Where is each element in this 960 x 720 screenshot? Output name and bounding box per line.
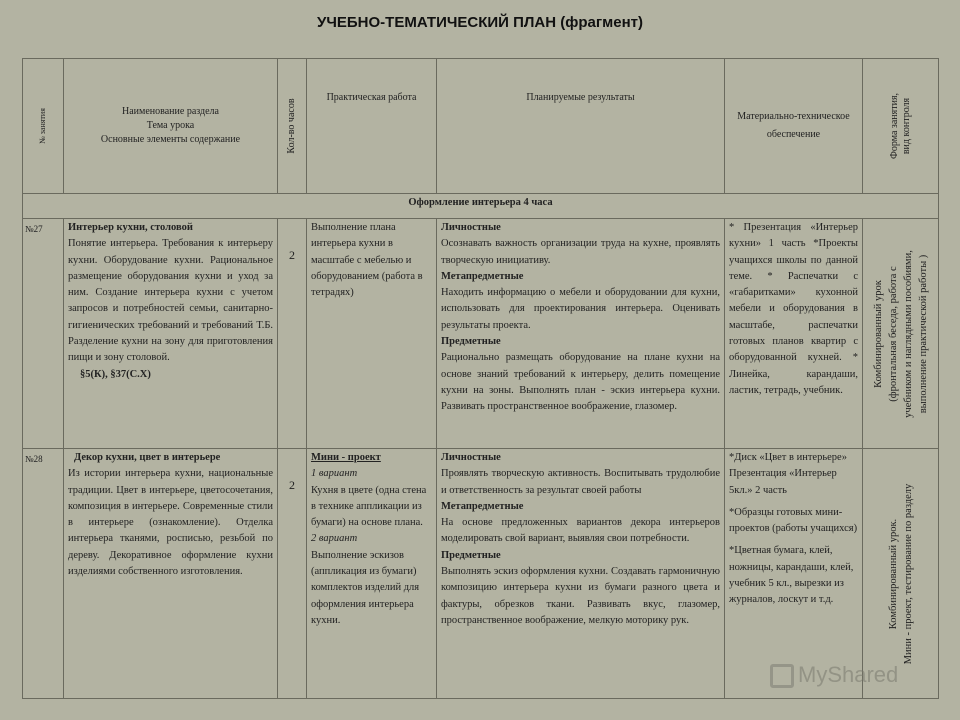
header-practice: Практическая работа (307, 59, 437, 194)
lesson-hours: 2 (278, 449, 307, 699)
lesson-practice: Мини - проект 1 вариант Кухня в цвете (одна стена в технике аппликации из бумаги) на основе плана. 2 вариант Выполнение эскизов (аппликация из бумаги) комплектов изделий для оформления интерьера кухни. (307, 449, 437, 699)
curriculum-table (22, 58, 939, 699)
section-row (23, 194, 939, 219)
lesson-results: Личностные Проявлять творческую активность. Воспитывать трудолюбие и ответственность за результат своей работы Метапредметные На основе предложенных вариантов декора интерьеров моделировать свой вариант, выявляя свои потребности. Предметные Выполнять эскиз оформления кухни. Создавать гармоничную композицию интерьера кухни из бумаги разного цвета и фактуры, обрезков ткани. Развивать вкус, глазомер, пространственное воображение, мелкую моторику рук. (437, 449, 725, 699)
lesson-equipment: *Диск «Цвет в интерьере» Презентация «Интерьер 5кл.» 2 часть *Образцы готовых мини-проектов (работы учащихся) *Цветная бумага, клей, ножницы, карандаши, клей, учебник 5 кл., вырезки из журналов, лоскут и т.д. (725, 449, 863, 699)
header-form: Форма занятия, вид контроля (863, 59, 939, 194)
table-header-row (23, 59, 939, 194)
header-equipment: Материально-техническое обеспечение (725, 59, 863, 194)
header-hours: Кол-во часов (278, 59, 307, 194)
lesson-number: №27 (23, 219, 64, 449)
lesson-form: Комбинированный урок. Мини - проект, тестирование по разделу (863, 449, 939, 699)
lesson-topic: Декор кухни, цвет в интерьере Из истории интерьера кухни, национальные традиции. Цвет в интерьере, цветосочетания, композиция в интерьере. Современные стили в интерьере (ознакомление). Отделка интерьера тканями, росписью, резьбой по дереву. Декоративное оформление кухни изделиями собственного изготовления. (64, 449, 278, 699)
watermark-logo-icon (770, 664, 794, 688)
table-row (23, 449, 939, 699)
lesson-equipment: * Презентация «Интерьер кухни» 1 часть *Проекты учащихся школы по данной теме. * Распечатки с «габаритками» кухонной мебели и оборудования в масштабе, распечатки готовых планов квартир с оборудованной кухней. * Линейка, карандаши, ластик, тетрадь, учебник. (725, 219, 863, 449)
table-row (23, 219, 939, 449)
header-num: № занятия (23, 59, 64, 194)
lesson-practice: Выполнение плана интерьера кухни в масштабе с мебелью и оборудованием (работа в тетрадях) (307, 219, 437, 449)
lesson-form: Комбинированный урок (фронтальная беседа, работа с учебником и наглядными пособиями, выполнение практической работы ) (863, 219, 939, 449)
lesson-topic: Интерьер кухни, столовой Понятие интерьера. Требования к интерьеру кухни. Оборудование кухни. Рациональное размещение оборудования кухни и уход за ним. Создание интерьера кухни с учетом запросов и потребностей семьи, санитарно-гигиенических требований и требований Т.Б. Разделение кухни на зону для приготовления пищи и зону столовой. §5(К), §37(С.Х) (64, 219, 278, 449)
header-results: Планируемые результаты (437, 59, 725, 194)
watermark: MyShared (770, 662, 898, 688)
page-title: УЧЕБНО-ТЕМАТИЧЕСКИЙ ПЛАН (фрагмент) (317, 14, 643, 31)
lesson-results: Личностные Осознавать важность организации труда на кухне, проявлять творческую инициативу. Метапредметные Находить информацию о мебели и оборудовании для кухни, использовать для проектирования интерьера. Оценивать результаты проекта. Предметные Рационально размещать оборудование на плане кухни на основе знаний требований к интерьеру, делить помещение кухни на зоны. Выполнять план - эскиз интерьера кухни. Развивать пространственное воображение, глазомер. (437, 219, 725, 449)
section-title: Оформление интерьера 4 часа (23, 194, 939, 219)
lesson-hours: 2 (278, 219, 307, 449)
lesson-number: №28 (23, 449, 64, 699)
header-name: Наименование раздела Тема урока Основные элементы содержание (64, 59, 278, 194)
